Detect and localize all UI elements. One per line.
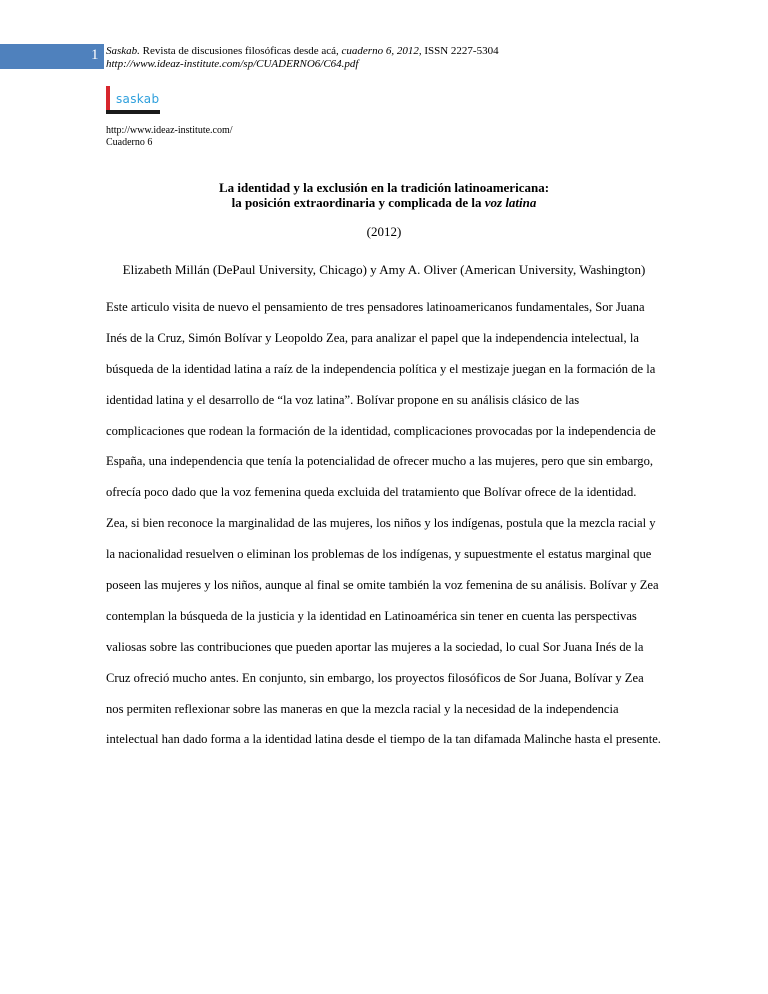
issue-info: cuaderno 6, 2012, — [338, 45, 422, 57]
logo-black-bar — [106, 110, 160, 114]
saskab-logo — [106, 86, 166, 120]
abstract-line: poseen las mujeres y los niños, aunque al final se omite también la voz femenina de su análisis. Bolívar y Zea — [106, 578, 659, 593]
paper-title-line-1: La identidad y la exclusión en la tradición latinoamericana: — [218, 180, 550, 195]
abstract-line: Este articulo visita de nuevo el pensamiento de tres pensadores latinoamericanos fundamentales, Sor Juana — [106, 300, 645, 314]
abstract-line: contemplan la búsqueda de la justicia y la identidad en Latinoamérica sin tener en cuenta las perspectivas — [106, 608, 637, 623]
issn: ISSN 2227-5304 — [421, 45, 499, 57]
abstract-line: búsqueda de la identidad latina a raíz de la independencia política y el mestizaje juegan en la formación de la — [106, 361, 656, 376]
pdf-url[interactable] — [106, 58, 359, 71]
journal-subtitle: Revista de discusiones filosóficas desde acá, — [139, 45, 339, 57]
journal-name: Saskab. — [106, 45, 140, 57]
title-italic: voz latina — [484, 195, 537, 210]
abstract-line: complicaciones que rodean la formación de la identidad, complicaciones provocadas por la independencia de — [106, 423, 656, 438]
abstract-line: la nacionalidad resuelven o eliminan los problemas de los indígenas, y supuestmente el estatus marginal que — [106, 547, 652, 562]
abstract-line: ofrecía poco dado que la voz femenina queda excluida del tratamiento que Bolívar ofrece de la identidad. — [106, 485, 637, 500]
running-header — [106, 45, 499, 58]
page-number: 1 — [91, 47, 99, 63]
site-url[interactable]: http://www.ideaz-institute.com/ — [106, 125, 233, 136]
abstract — [106, 299, 666, 762]
abstract-line: Zea, si bien reconoce la marginalidad de las mujeres, los niños y los indígenas, postula que la mezcla racial y — [106, 516, 656, 531]
abstract-line: España, una independencia que tenía la potencialidad de ofrecer mucho a las mujeres, pero que sin embargo, — [106, 454, 654, 469]
paper-title-line-2 — [106, 195, 662, 210]
abstract-line: nos permiten reflexionar sobre las maneras en que la mezcla racial y la necesidad de la independencia — [106, 701, 619, 716]
abstract-line: valiosas sobre las contribuciones que pueden aportar las mujeres a la sociedad, lo cual Sor Juana Inés de la — [106, 639, 644, 654]
issue-label: Cuaderno 6 — [106, 137, 153, 148]
title-prefix: la posición extraordinaria y complicada de la — [231, 195, 485, 210]
abstract-line: intelectual han dado forma a la identidad latina desde el tiempo de la tan difamada Malinche hasta el presente. — [106, 732, 661, 747]
abstract-line: identidad latina y el desarrollo de “la voz latina”. Bolívar propone en su análisis clásico de las — [106, 392, 580, 407]
page-number-tab — [0, 44, 104, 69]
abstract-line: Inés de la Cruz, Simón Bolívar y Leopoldo Zea, para analizar el papel que la independencia intelectual, la — [106, 330, 639, 345]
logo-text: saskab — [116, 92, 160, 106]
publication-year: (2012) — [366, 224, 402, 239]
pdf-url-text[interactable]: http://www.ideaz-institute.com/sp/CUADERNO6/C64.pdf — [106, 58, 359, 70]
site-info — [106, 125, 233, 149]
authors: Elizabeth Millán (DePaul University, Chicago) y Amy A. Oliver (American University, Washington) — [122, 262, 646, 277]
abstract-line: Cruz ofreció mucho antes. En conjunto, sin embargo, los proyectos filosóficos de Sor Juana, Bolívar y Zea — [106, 670, 644, 685]
